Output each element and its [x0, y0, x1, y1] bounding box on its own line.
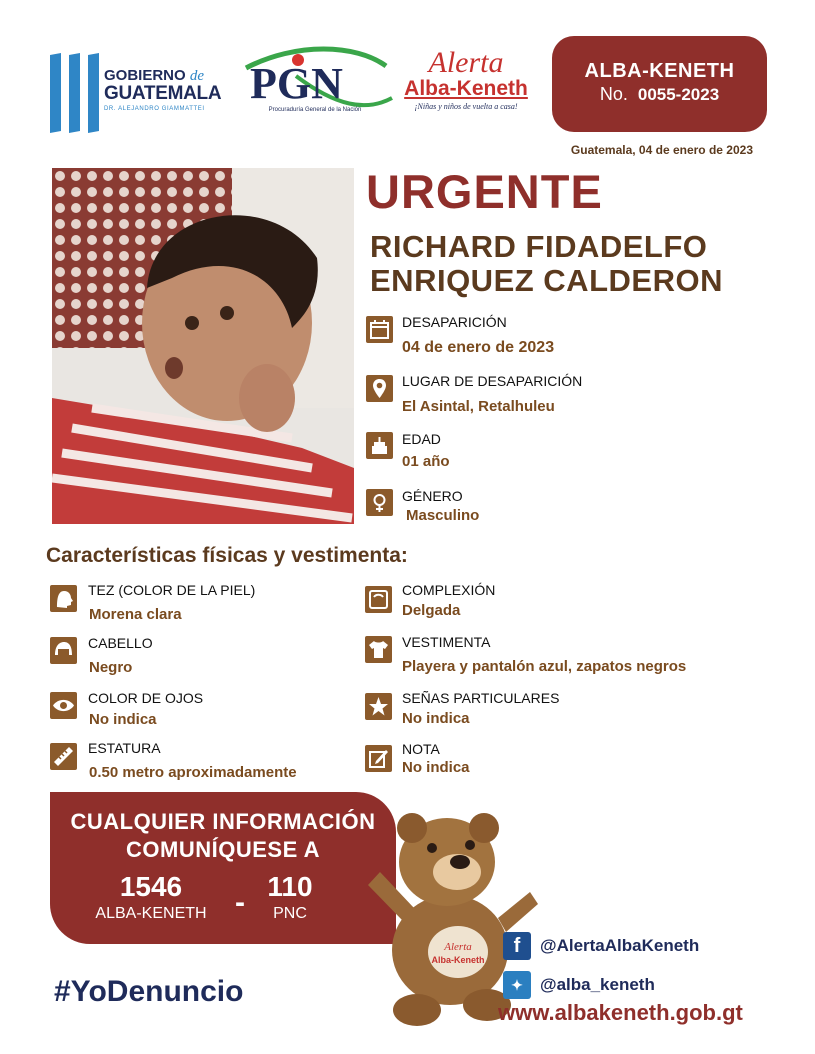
- child-name-line2: ENRIQUEZ CALDERON: [370, 263, 723, 298]
- issue-date: Guatemala, 04 de enero de 2023: [570, 143, 753, 157]
- child-name-line1: RICHARD FIDADELFO: [370, 229, 708, 264]
- gov-line3: DR. ALEJANDRO GIAMMATTEI: [104, 106, 205, 112]
- gov-line2: GUATEMALA: [104, 83, 222, 104]
- location-pin-icon: [366, 375, 393, 402]
- note-label: NOTA: [402, 741, 440, 757]
- build-value: Delgada: [402, 602, 461, 619]
- bear-badge-line2: Alba-Keneth: [431, 955, 485, 965]
- shirt-icon: [365, 636, 392, 663]
- note-value: No indica: [402, 759, 470, 776]
- alert-logo-slogan: ¡Niñas y niños de vuelta a casa!: [414, 102, 518, 111]
- contact-line2: COMUNÍQUESE A: [126, 837, 320, 862]
- phone-label-alba-keneth: ALBA-KENETH: [95, 905, 207, 922]
- gender-value: Masculino: [406, 507, 480, 524]
- distinguishing-marks-label: SEÑAS PARTICULARES: [402, 690, 560, 706]
- government-logo-bars: [50, 54, 100, 132]
- star-icon: [365, 693, 392, 720]
- eye-color-label: COLOR DE OJOS: [88, 690, 204, 706]
- phone-separator: -: [235, 886, 245, 919]
- eye-icon: [50, 692, 77, 719]
- case-number-badge: [552, 36, 767, 132]
- age-value: 01 año: [402, 453, 450, 470]
- hair-value: Negro: [89, 659, 133, 676]
- government-logo-text: [104, 68, 244, 112]
- distinguishing-marks-value: No indica: [402, 710, 470, 727]
- gender-label: GÉNERO: [402, 488, 463, 504]
- build-label: COMPLEXIÓN: [402, 582, 496, 598]
- website-link[interactable]: www.albakeneth.gob.gt: [498, 1000, 743, 1025]
- hair-label: CABELLO: [88, 635, 153, 651]
- alert-logo-line1: Alerta: [428, 46, 504, 79]
- phone-label-pnc: PNC: [273, 905, 307, 922]
- case-no-label: No.: [599, 84, 628, 104]
- scale-icon: [365, 586, 392, 613]
- skin-tone-label: TEZ (COLOR DE LA PIEL): [88, 582, 256, 598]
- height-label: ESTATURA: [88, 740, 161, 756]
- child-name: [370, 230, 770, 298]
- location-label: LUGAR DE DESAPARICIÓN: [402, 373, 583, 389]
- alert-logo-line2: Alba-Keneth: [404, 77, 528, 100]
- phone-number-alba-keneth[interactable]: 1546: [119, 871, 183, 902]
- urgent-heading: URGENTE: [366, 165, 603, 218]
- hashtag: #YoDenuncio: [54, 975, 244, 1008]
- location-value: El Asintal, Retalhuleu: [402, 398, 555, 415]
- twitter-icon[interactable]: ✦: [503, 971, 531, 999]
- gov-line1-de: de: [189, 68, 205, 84]
- case-title: ALBA-KENETH: [584, 60, 735, 82]
- twitter-handle[interactable]: @alba_keneth: [540, 975, 655, 994]
- phone-number-pnc[interactable]: 110: [267, 871, 313, 902]
- contact-line1: CUALQUIER INFORMACIÓN: [70, 809, 376, 834]
- facebook-handle[interactable]: @AlertaAlbaKeneth: [540, 936, 700, 955]
- clothing-value: Playera y pantalón azul, zapatos negros: [402, 658, 687, 675]
- note-icon: [365, 745, 392, 772]
- clothing-label: VESTIMENTA: [402, 634, 491, 650]
- disappearance-date-label: DESAPARICIÓN: [402, 314, 507, 330]
- gov-line1: GOBIERNO: [104, 67, 186, 84]
- disappearance-date-value: 04 de enero de 2023: [402, 339, 555, 356]
- eye-color-value: No indica: [89, 711, 157, 728]
- ruler-icon: [50, 743, 77, 770]
- alerta-alba-keneth-logo: [396, 48, 536, 111]
- gender-icon: [366, 489, 393, 516]
- missing-child-photo: [52, 168, 354, 524]
- facebook-icon[interactable]: f: [503, 932, 531, 960]
- birthday-cake-icon: [366, 432, 393, 459]
- head-icon: [50, 585, 77, 612]
- characteristics-heading: Características físicas y vestimenta:: [46, 544, 408, 567]
- age-label: EDAD: [402, 431, 441, 447]
- bear-badge-line1: Alerta: [444, 941, 472, 953]
- pgn-letters: PGN: [250, 59, 343, 108]
- hair-icon: [50, 637, 77, 664]
- calendar-icon: [366, 316, 393, 343]
- pgn-subtitle: Procuraduría General de la Nación: [268, 107, 362, 113]
- skin-tone-value: Morena clara: [89, 606, 182, 623]
- height-value: 0.50 metro aproximadamente: [89, 764, 297, 781]
- case-number: 0055-2023: [637, 85, 720, 104]
